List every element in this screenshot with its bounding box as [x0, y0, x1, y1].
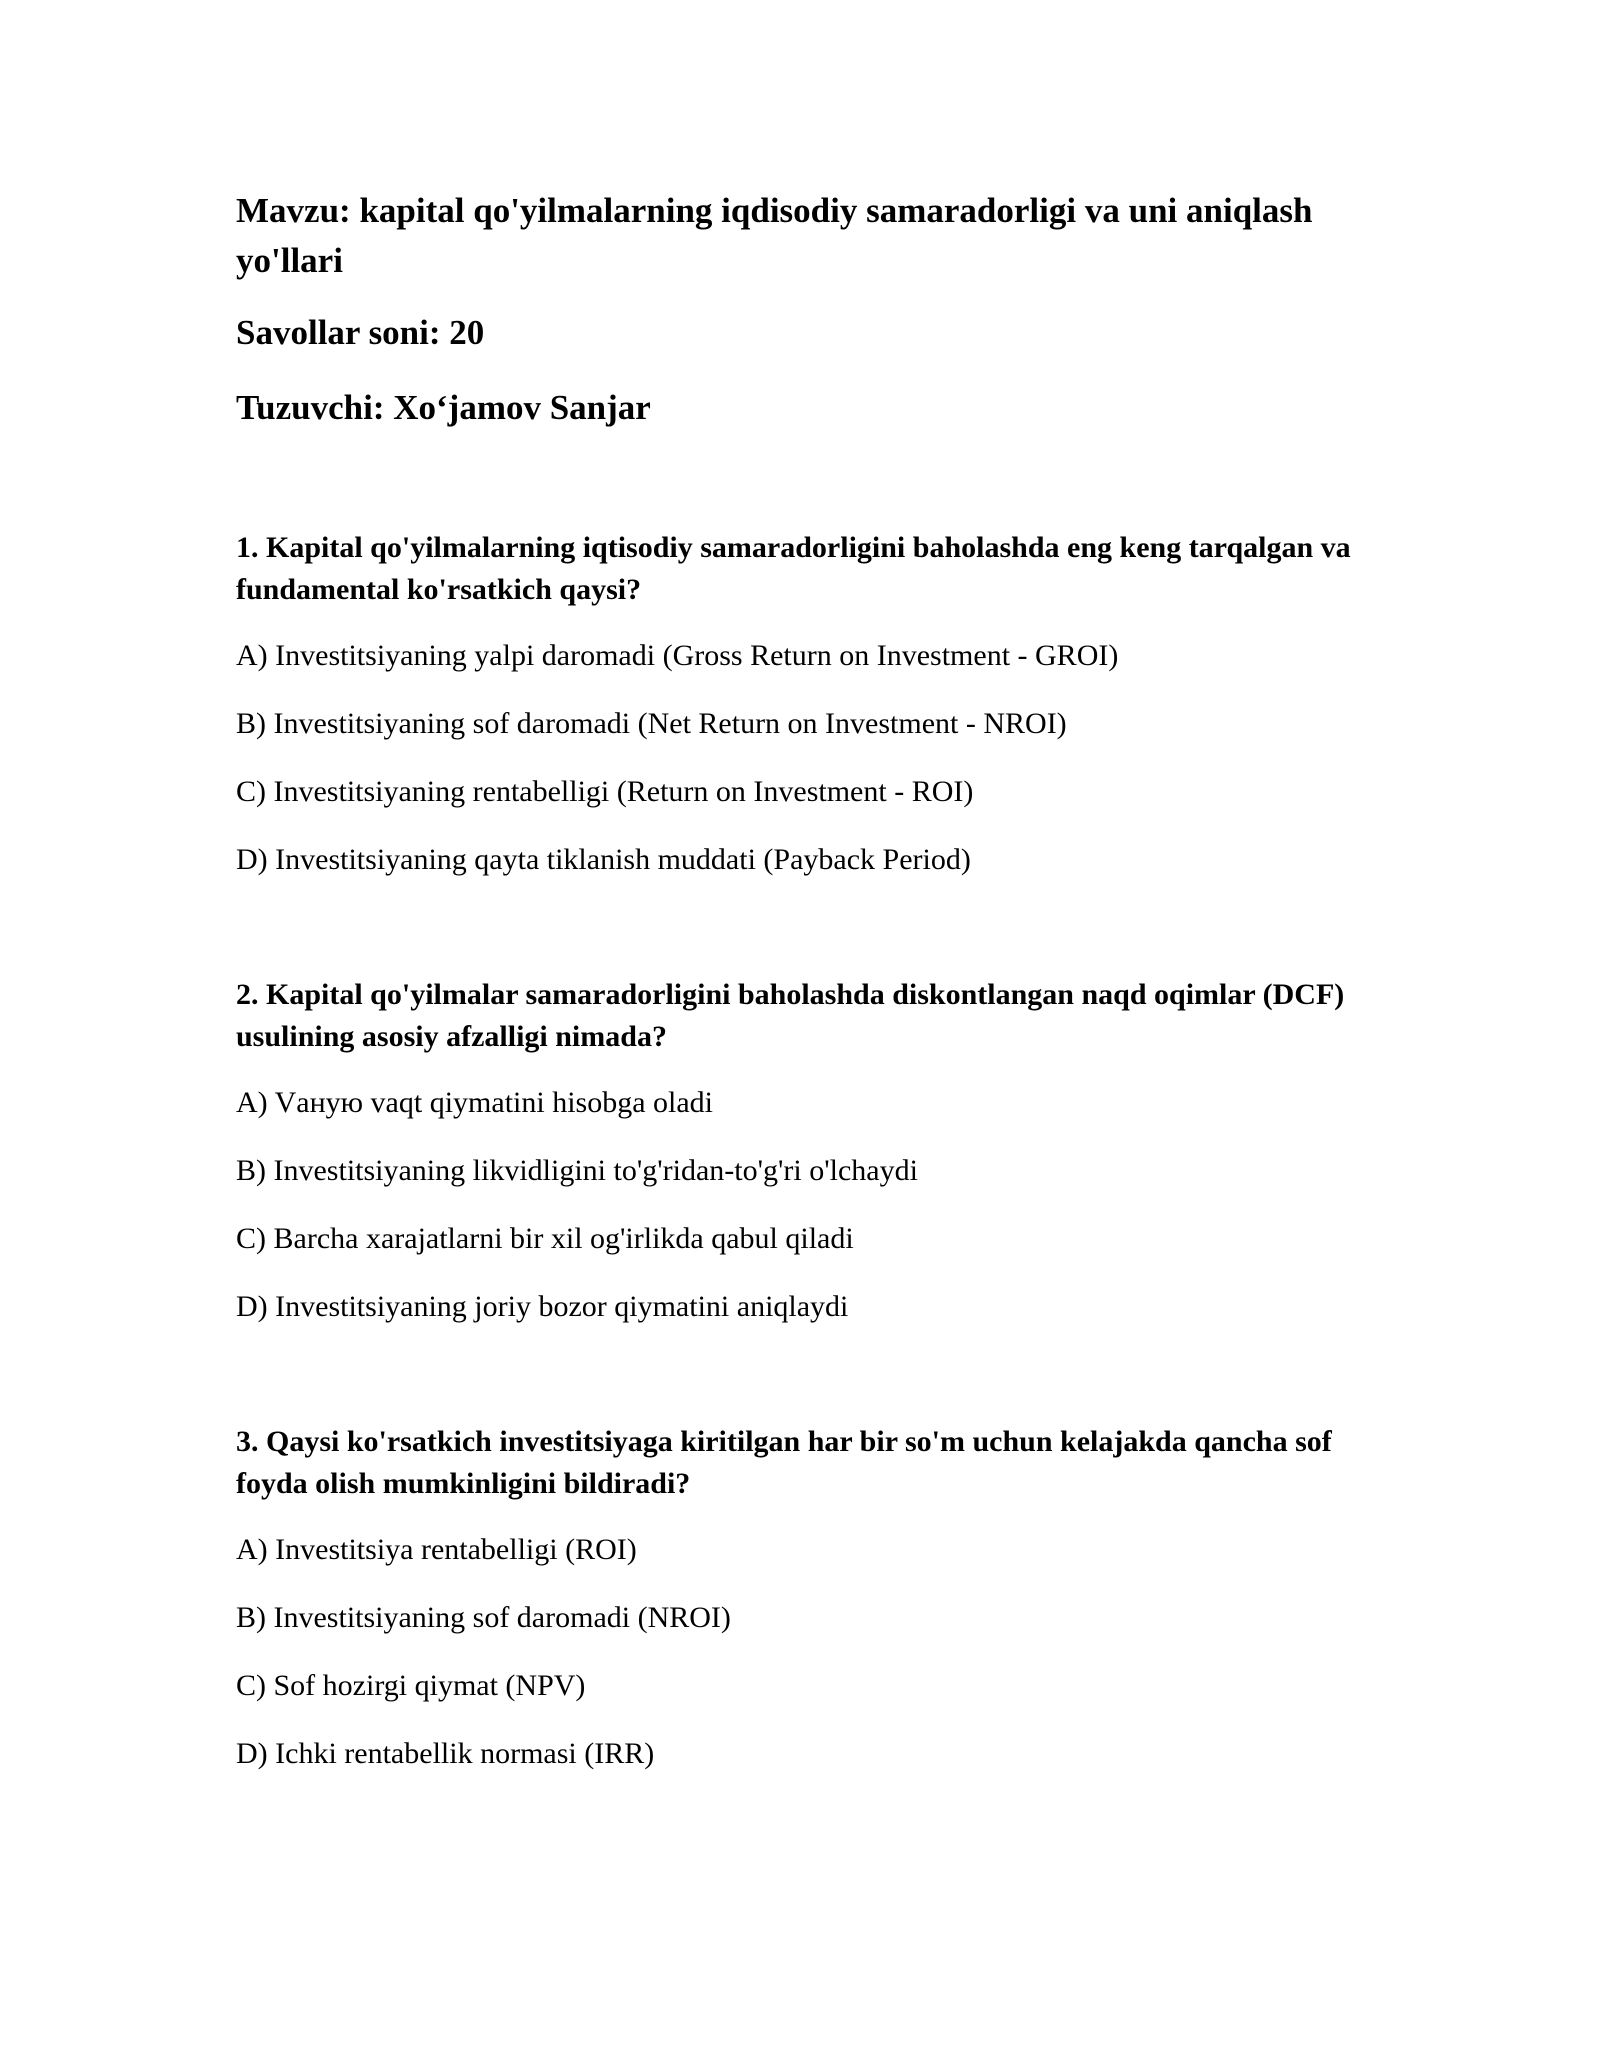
question-2: [236, 974, 1396, 1328]
document-title: Mavzu: kapital qo'yilmalarning iqdisodiy samaradorligi va uni aniqlash yo'llari: [236, 191, 1313, 280]
option-d: D) Investitsiyaning joriy bozor qiymatini aniqlaydi: [236, 1290, 849, 1323]
option-c: C) Investitsiyaning rentabelligi (Return on Investment - ROI): [236, 775, 974, 808]
document-page: [236, 186, 1396, 1775]
option-a: A) Investitsiya rentabelligi (ROI): [236, 1533, 637, 1566]
question-text: 1. Kapital qo'yilmalarning iqtisodiy samaradorligini baholashda eng keng tarqalgan va fundamental ko'rsatkich qaysi?: [236, 531, 1351, 606]
author-line: Tuzuvchi: Xo‘jamov Sanjar: [236, 388, 651, 427]
option-a: A) Vаную vaqt qiymatini hisobga oladi: [236, 1086, 714, 1119]
question-1: [236, 527, 1396, 881]
option-d: D) Investitsiyaning qayta tiklanish muddati (Payback Period): [236, 843, 971, 876]
question-3: [236, 1421, 1396, 1775]
question-text: 3. Qaysi ko'rsatkich investitsiyaga kiritilgan har bir so'm uchun kelajakda qancha sof foyda olish mumkinligini bildiradi?: [236, 1425, 1332, 1500]
question-count: Savollar soni: 20: [236, 313, 485, 352]
option-b: B) Investitsiyaning likvidligini to'g'ridan-to'g'ri o'lchaydi: [236, 1154, 918, 1187]
option-b: B) Investitsiyaning sof daromadi (Net Return on Investment - NROI): [236, 707, 1067, 740]
option-a: A) Investitsiyaning yalpi daromadi (Gross Return on Investment - GROI): [236, 639, 1119, 672]
option-d: D) Ichki rentabellik normasi (IRR): [236, 1737, 655, 1770]
option-c: C) Sof hozirgi qiymat (NPV): [236, 1669, 586, 1702]
question-text: 2. Kapital qo'yilmalar samaradorligini baholashda diskontlangan naqd oqimlar (DCF) usulining asosiy afzalligi nimada?: [236, 978, 1345, 1053]
option-b: B) Investitsiyaning sof daromadi (NROI): [236, 1601, 731, 1634]
option-c: C) Barcha xarajatlarni bir xil og'irlikda qabul qiladi: [236, 1222, 854, 1255]
